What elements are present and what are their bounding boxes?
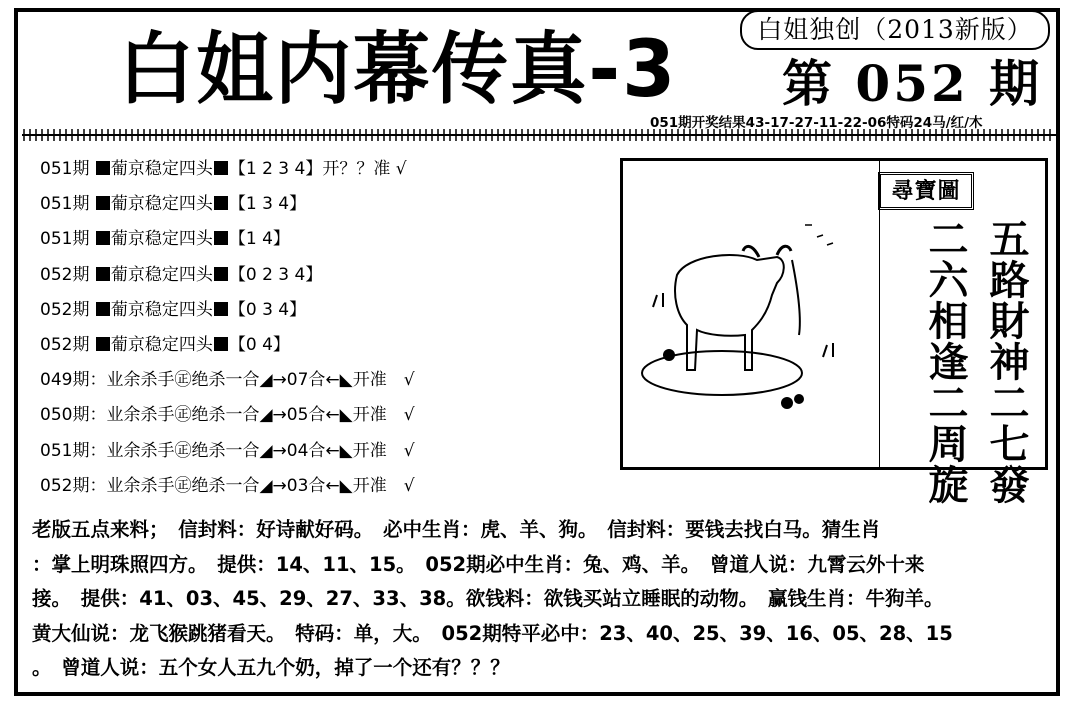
list-item: 052期：业余杀手㊣绝杀一合◢→03合←◣开准 √ (40, 475, 415, 496)
page-title: 白姐内幕传真-3 (118, 25, 678, 115)
info-paragraph (32, 513, 1052, 686)
paragraph-line: 老版五点来料； 信封料：好诗献好码。 必中生肖：虎、羊、狗。 信封料：要钱去找白马。猜生肖 (32, 518, 881, 541)
list-item: 051期 葡京稳定四头 【1 2 3 4】开？？准 √ (40, 159, 407, 179)
list-item: 051期 葡京稳定四头 【1 3 4】 (40, 194, 307, 215)
prediction-list (40, 152, 620, 504)
list-item: 052期 葡京稳定四头 【0 4】 (40, 334, 290, 355)
list-item: 052期 葡京稳定四头 【0 2 3 4】 (40, 264, 323, 285)
ox-illustration (627, 165, 877, 465)
divider-line (22, 128, 1056, 142)
paragraph-line: 。 曾道人说：五个女人五九个奶，掉了一个还有？？？ (32, 656, 510, 679)
poem-left-column: 二六相逢二周旋 (922, 218, 968, 505)
list-item: 051期 葡京稳定四头 【1 4】 (40, 229, 290, 250)
list-item: 051期：业余杀手㊣绝杀一合◢→04合←◣开准 √ (40, 440, 415, 461)
list-item: 050期：业余杀手㊣绝杀一合◢→05合←◣开准 √ (40, 405, 415, 426)
poem-right-column: 五路財神二七發 (983, 218, 1029, 505)
issue-number: 第 052 期 (782, 54, 1043, 113)
list-item: 052期 葡京稳定四头 【0 3 4】 (40, 299, 307, 320)
treasure-map-tag: 尋寶圖 (878, 172, 974, 210)
edition-badge: 白姐独创（2013新版） (740, 10, 1050, 50)
list-item: 049期：业余杀手㊣绝杀一合◢→07合←◣开准 √ (40, 370, 415, 391)
paragraph-line: 接。 提供：41、03、45、29、27、33、38。欲钱料：欲钱买站立睡眠的动物。 赢钱生肖：牛狗羊。 (32, 587, 944, 610)
last-draw-result: 051期开奖结果43-17-27-11-22-06特码24马/红/木 (650, 115, 983, 131)
paragraph-line: ：掌上明珠照四方。 提供：14、11、15。 052期必中生肖：兔、鸡、羊。 曾道人说：九霄云外十来 (32, 552, 925, 576)
paragraph-line: 黄大仙说：龙飞猴跳猪看天。 特码：单，大。 052期特平必中：23、40、25、39、16、05、28、15 (32, 621, 953, 645)
